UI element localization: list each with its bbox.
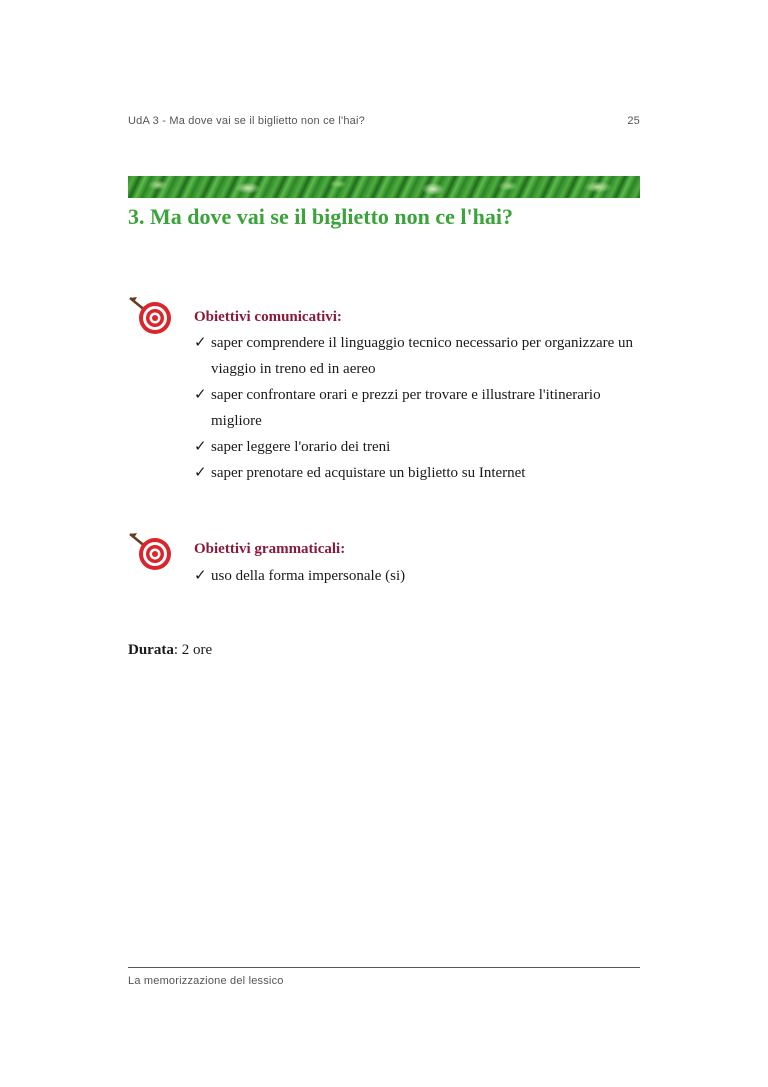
durata-value: : 2 ore (173, 642, 213, 658)
list-item: ✓ uso della forma impersonale (si) (194, 563, 634, 589)
target-icon (128, 532, 174, 572)
durata-label: Durata (128, 642, 174, 658)
footer-divider (128, 967, 640, 968)
target-icon (128, 296, 174, 336)
check-icon: ✓ (194, 439, 207, 455)
durata-line (128, 642, 212, 659)
check-icon: ✓ (194, 387, 207, 403)
list-item: ✓ saper prenotare ed acquistare un biglietto su Internet (194, 460, 634, 486)
footer-text: La memorizzazione del lessico (128, 975, 284, 987)
chapter-title: 3. Ma dove vai se il biglietto non ce l'hai? (128, 204, 513, 229)
list-item: ✓ saper leggere l'orario dei treni (194, 434, 634, 460)
check-icon: ✓ (194, 465, 207, 481)
check-icon: ✓ (194, 335, 207, 351)
list-item: ✓ saper confrontare orari e prezzi per trovare e illustrare l'itinerario migliore (194, 382, 634, 434)
check-icon: ✓ (194, 568, 207, 584)
running-header (128, 115, 640, 131)
running-title: UdA 3 - Ma dove vai se il biglietto non ce l'hai? (128, 115, 365, 127)
list-item: ✓ saper comprendere il linguaggio tecnico necessario per organizzare un viaggio in treno ed in aereo (194, 330, 634, 382)
page-number: 25 (627, 115, 640, 127)
section-heading-comunicativi: Obiettivi comunicativi: (194, 309, 342, 325)
green-banner-image (128, 176, 640, 198)
section-heading-grammaticali: Obiettivi grammaticali: (194, 541, 346, 557)
